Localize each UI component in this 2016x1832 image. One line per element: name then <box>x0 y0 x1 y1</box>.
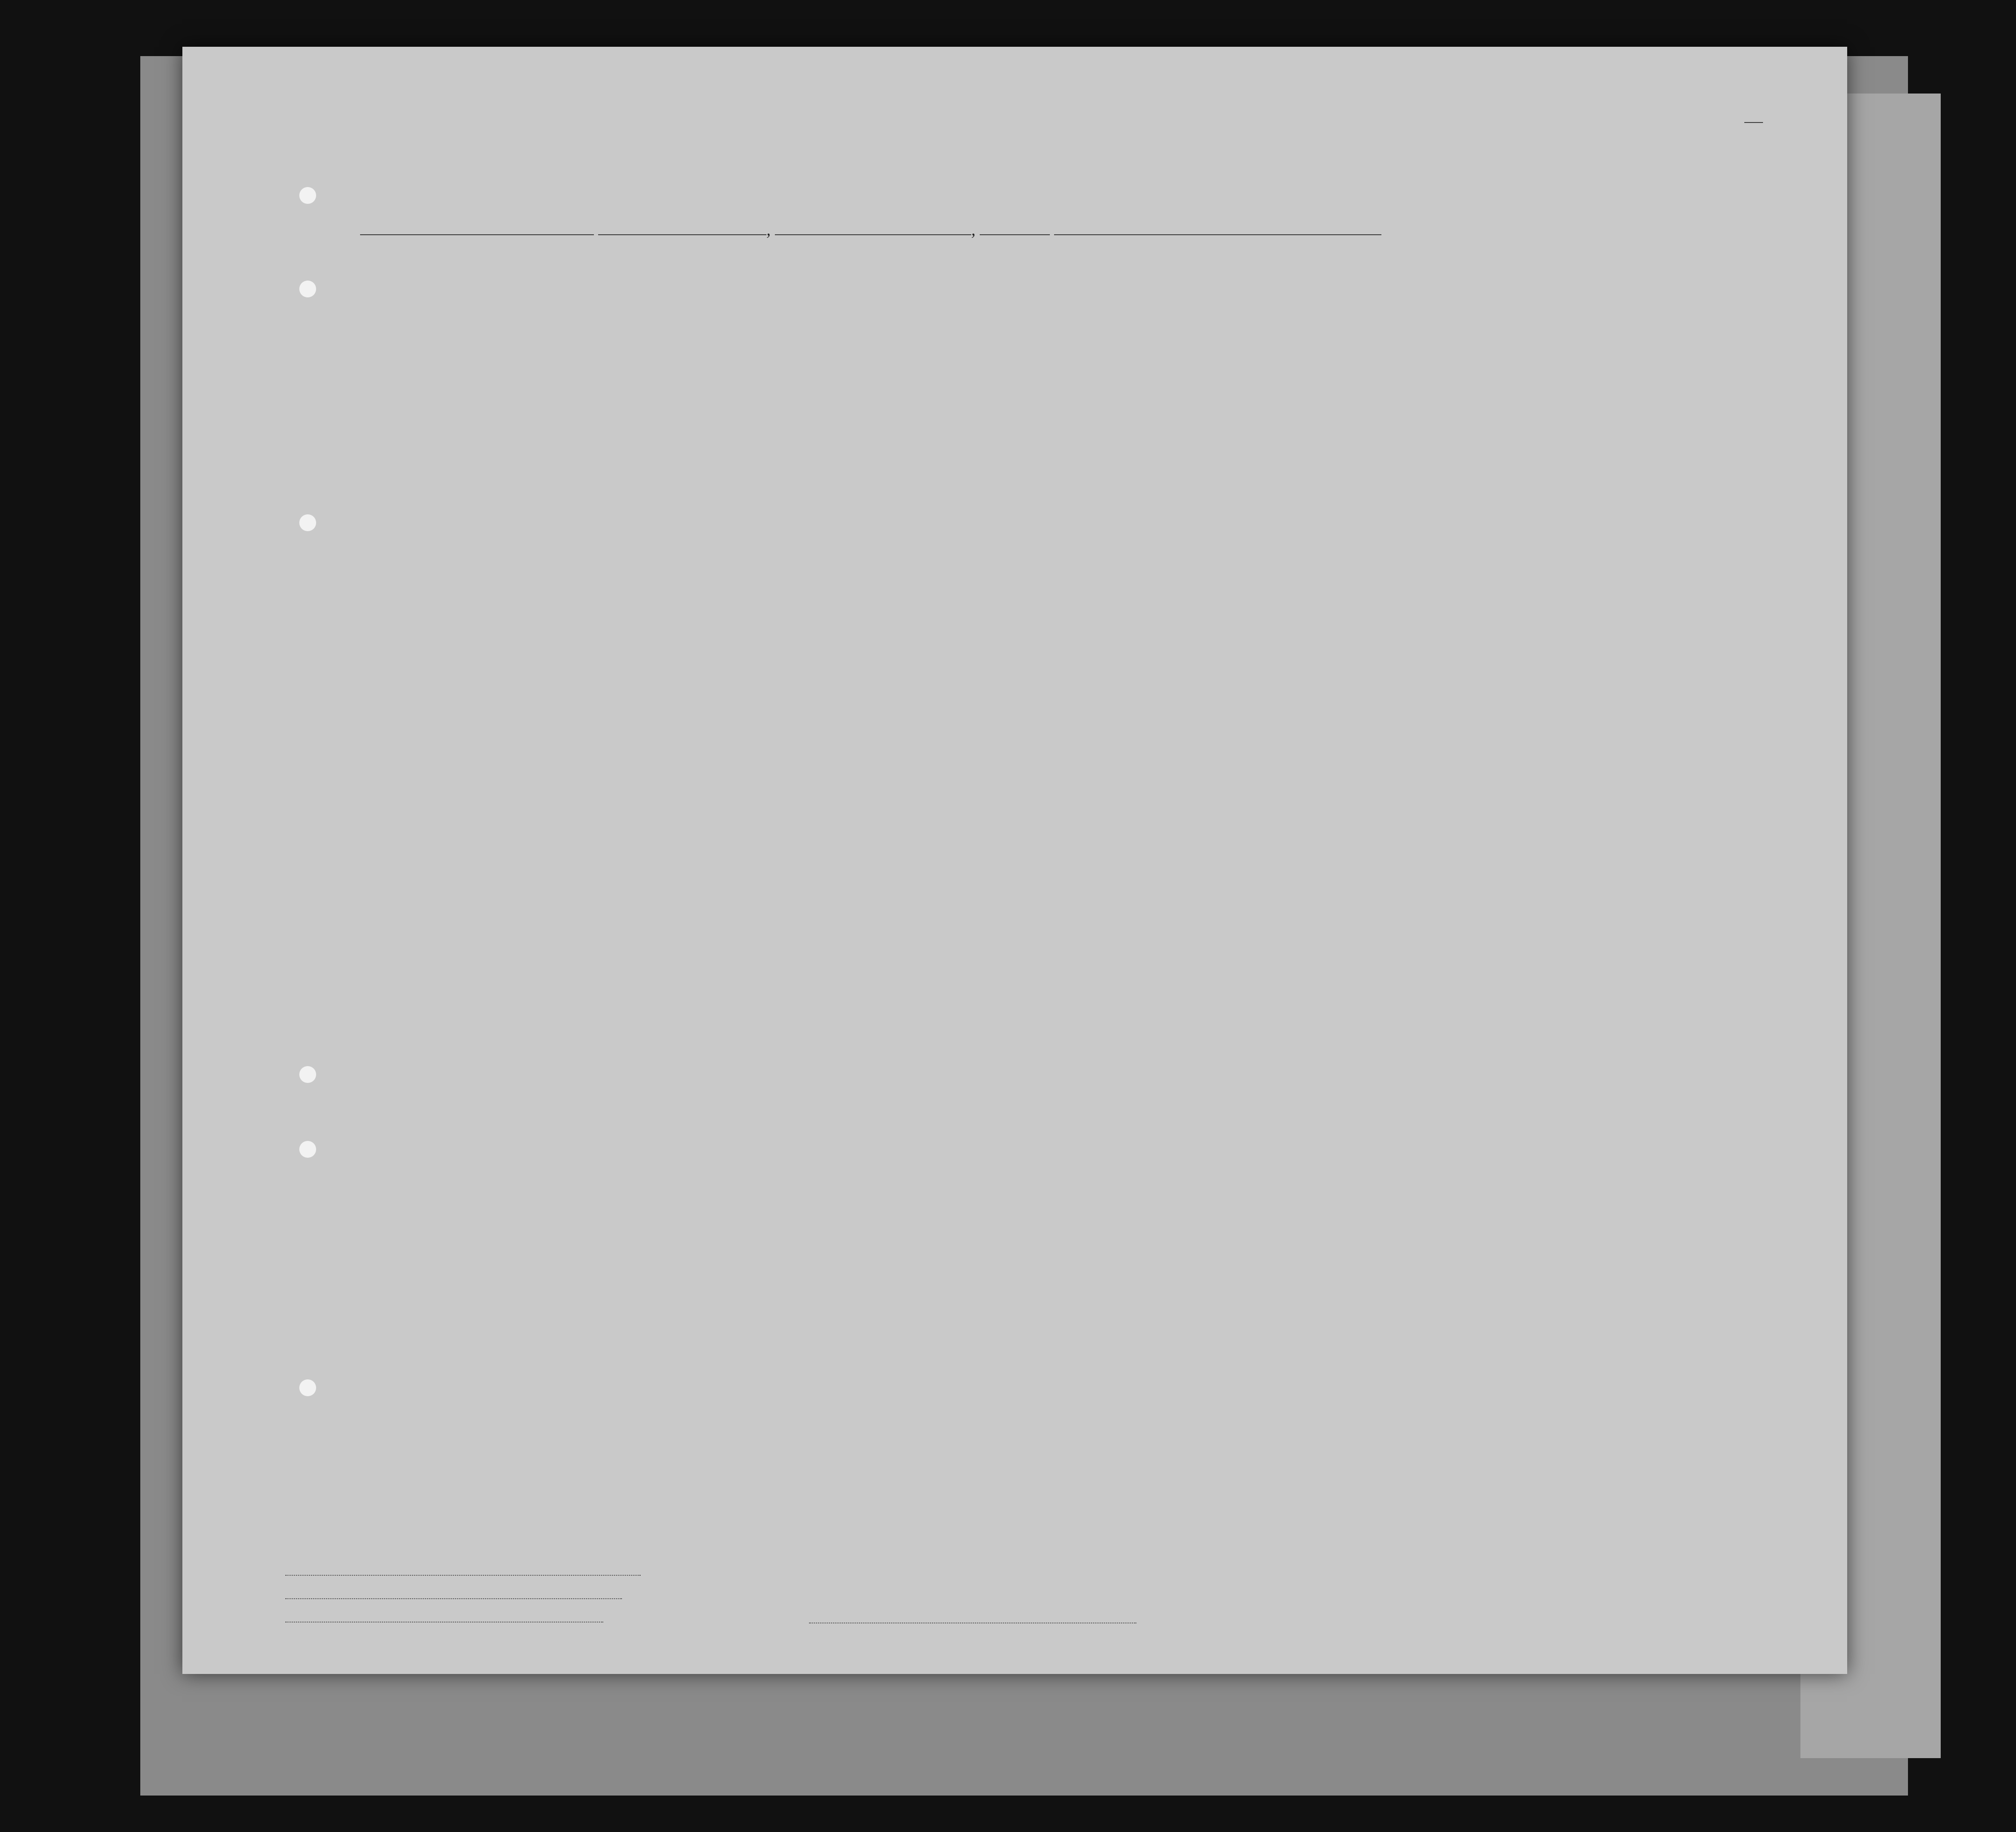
footer-line-field <box>281 1566 641 1579</box>
footer-owners-field <box>281 1590 622 1602</box>
manifest-sheet <box>182 47 1847 1674</box>
manifest-grid <box>182 47 1847 1674</box>
voyage-line: , , <box>360 220 1381 239</box>
footer-agents-field <box>281 1613 603 1625</box>
